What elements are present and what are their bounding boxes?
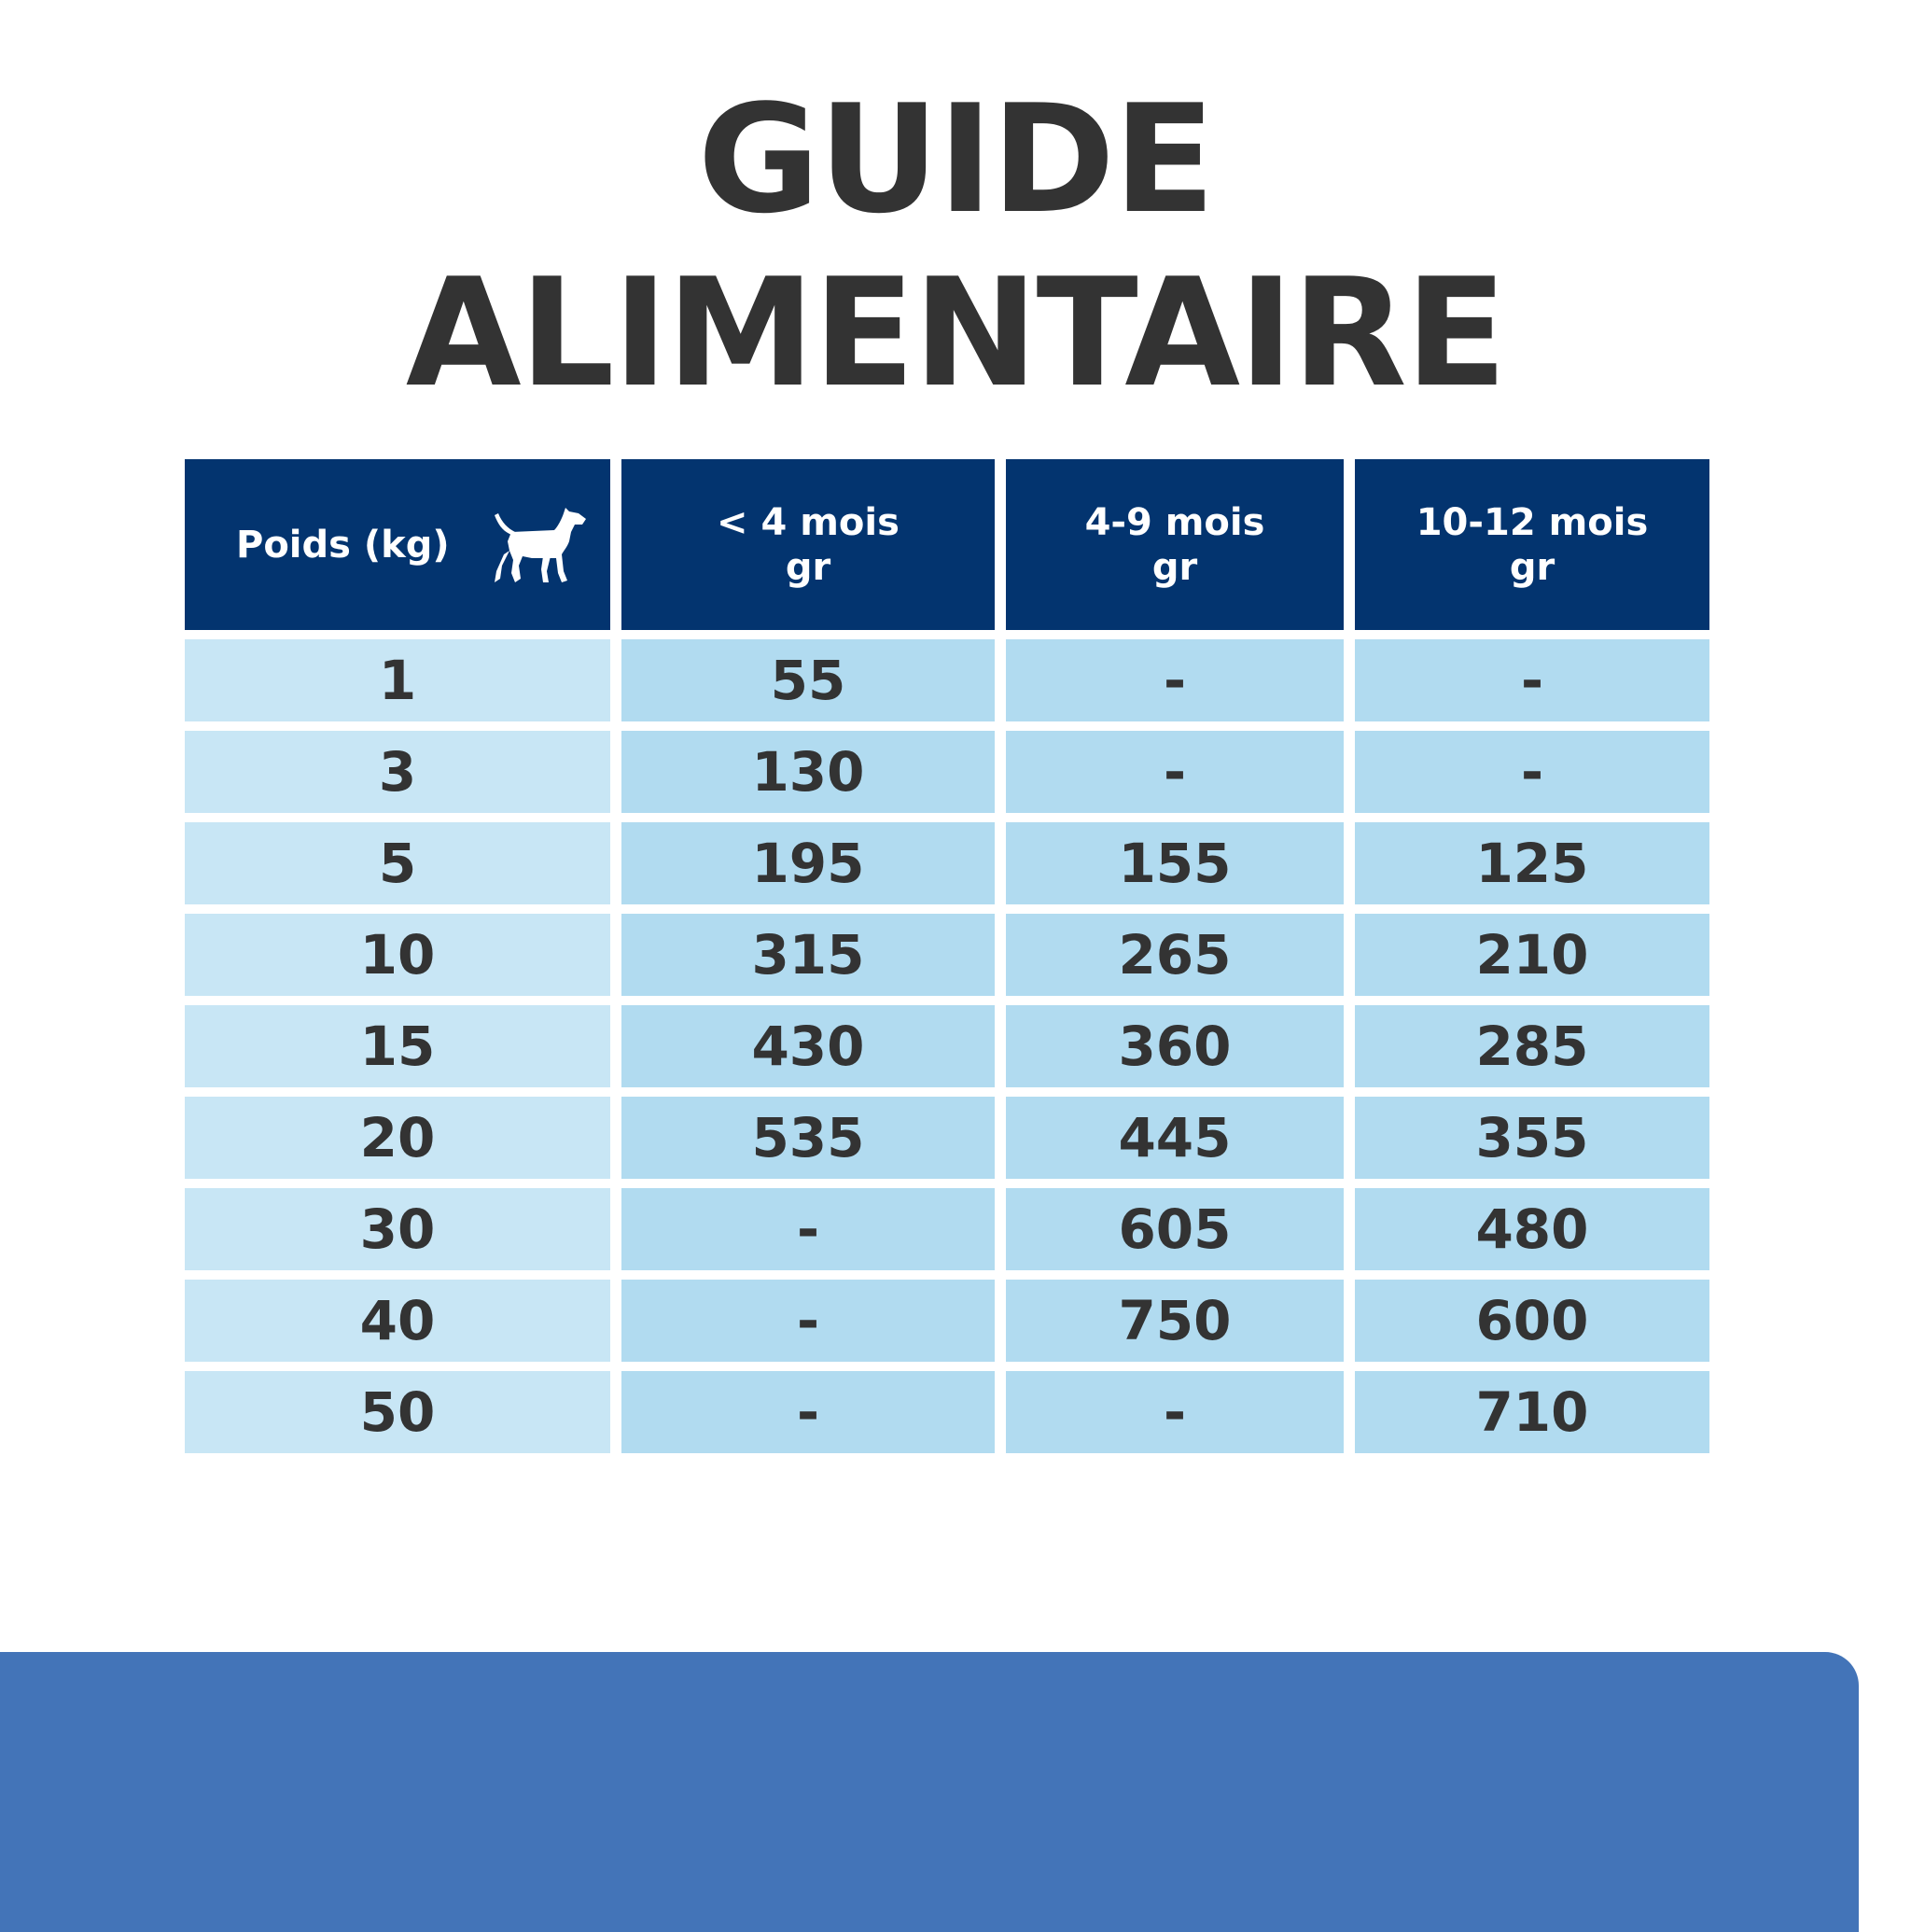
value-cell: 605 xyxy=(1006,1188,1344,1270)
value-cell: 130 xyxy=(621,731,995,813)
value-cell: 155 xyxy=(1006,822,1344,904)
value-cell: 355 xyxy=(1355,1097,1709,1179)
table-row xyxy=(185,1097,1709,1179)
table-row xyxy=(185,731,1709,813)
header-under-4-months xyxy=(621,459,995,630)
value-cell: 710 xyxy=(1355,1371,1709,1453)
header-under-4-months-label: < 4 mois xyxy=(717,500,900,544)
value-cell: 195 xyxy=(621,822,995,904)
page-title xyxy=(0,73,1911,420)
header-weight xyxy=(185,459,610,630)
value-cell: 480 xyxy=(1355,1188,1709,1270)
value-cell: 315 xyxy=(621,914,995,996)
value-cell: - xyxy=(1006,731,1344,813)
title-line-2: ALIMENTAIRE xyxy=(405,245,1506,420)
value-cell: 535 xyxy=(621,1097,995,1179)
value-cell: - xyxy=(1355,731,1709,813)
value-cell: - xyxy=(1355,639,1709,721)
table-row xyxy=(185,1005,1709,1087)
weight-cell: 20 xyxy=(185,1097,610,1179)
value-cell: - xyxy=(621,1371,995,1453)
value-cell: - xyxy=(621,1280,995,1362)
feeding-guide-table xyxy=(174,450,1721,1463)
table-row xyxy=(185,639,1709,721)
weight-cell: 10 xyxy=(185,914,610,996)
table-row xyxy=(185,914,1709,996)
value-cell: 55 xyxy=(621,639,995,721)
table-row xyxy=(185,1371,1709,1453)
header-weight-label: Poids (kg) xyxy=(236,523,450,567)
header-4-9-months xyxy=(1006,459,1344,630)
value-cell: 265 xyxy=(1006,914,1344,996)
value-cell: - xyxy=(1006,1371,1344,1453)
value-cell: 210 xyxy=(1355,914,1709,996)
table-row xyxy=(185,1188,1709,1270)
table-row xyxy=(185,822,1709,904)
title-line-1: GUIDE xyxy=(697,72,1214,246)
weight-cell: 40 xyxy=(185,1280,610,1362)
weight-cell: 15 xyxy=(185,1005,610,1087)
header-4-9-months-label: 4-9 mois xyxy=(1084,500,1265,544)
table-header-row xyxy=(185,459,1709,630)
header-under-4-months-unit: gr xyxy=(785,545,831,589)
value-cell: 430 xyxy=(621,1005,995,1087)
value-cell: 600 xyxy=(1355,1280,1709,1362)
value-cell: 750 xyxy=(1006,1280,1344,1362)
weight-cell: 5 xyxy=(185,822,610,904)
dog-icon xyxy=(489,504,590,586)
value-cell: 285 xyxy=(1355,1005,1709,1087)
bottom-blue-panel xyxy=(0,1652,1859,1932)
value-cell: 360 xyxy=(1006,1005,1344,1087)
weight-cell: 1 xyxy=(185,639,610,721)
table-row xyxy=(185,1280,1709,1362)
header-10-12-months xyxy=(1355,459,1709,630)
value-cell: - xyxy=(1006,639,1344,721)
weight-cell: 30 xyxy=(185,1188,610,1270)
header-10-12-months-unit: gr xyxy=(1509,545,1555,589)
value-cell: - xyxy=(621,1188,995,1270)
value-cell: 445 xyxy=(1006,1097,1344,1179)
weight-cell: 50 xyxy=(185,1371,610,1453)
header-4-9-months-unit: gr xyxy=(1151,545,1198,589)
header-10-12-months-label: 10-12 mois xyxy=(1416,500,1649,544)
value-cell: 125 xyxy=(1355,822,1709,904)
weight-cell: 3 xyxy=(185,731,610,813)
